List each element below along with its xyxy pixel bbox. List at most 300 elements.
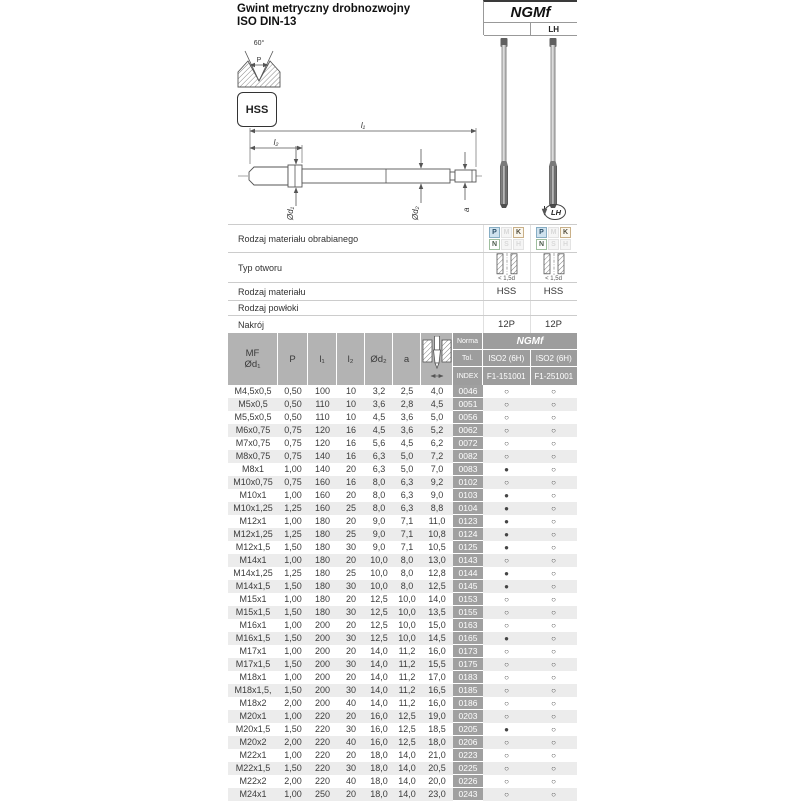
spec-section [228, 224, 577, 333]
availability-cell: ○ [551, 387, 556, 396]
size-cell: 16,0 [428, 698, 446, 708]
size-cell: 18,0 [428, 737, 446, 747]
size-cell: 9,0 [372, 542, 386, 552]
size-cell: M12x1,25 [233, 529, 273, 539]
index-code-cell: 0225 [453, 762, 483, 775]
size-cell: 250 [314, 789, 331, 799]
availability-cell: ○ [551, 712, 556, 721]
size-cell: 10,0 [398, 594, 416, 604]
size-cell: 1,25 [284, 503, 302, 513]
index-code-cell: 0072 [453, 437, 483, 450]
size-cell: 6,2 [430, 438, 444, 448]
size-cell: 5,0 [400, 464, 414, 474]
availability-cell: ○ [551, 790, 556, 799]
size-cell: 8,0 [372, 477, 386, 487]
size-cell: 16,0 [428, 646, 446, 656]
size-cell: 30 [345, 763, 356, 773]
size-cell: 6,3 [372, 451, 386, 461]
table-row [228, 567, 577, 580]
size-cell: 180 [314, 542, 331, 552]
availability-cell: ○ [551, 660, 556, 669]
size-cell: 14,0 [428, 594, 446, 604]
size-cell: 1,50 [284, 685, 302, 695]
size-cell: M5x0,5 [238, 399, 268, 409]
size-cell: 20,0 [428, 776, 446, 786]
size-cell: 4,5 [372, 412, 386, 422]
size-cell: 1,25 [284, 529, 302, 539]
size-cell: 160 [314, 503, 331, 513]
index-code-cell: 0056 [453, 411, 483, 424]
availability-cell: ○ [504, 426, 509, 435]
size-cell: 1,00 [284, 750, 302, 760]
size-cell: 20 [345, 620, 356, 630]
size-cell: 11,2 [398, 659, 416, 669]
availability-cell: ○ [504, 387, 509, 396]
table-row [228, 580, 577, 593]
availability-cell: ○ [504, 738, 509, 747]
tap-dimension-drawing [236, 116, 484, 228]
availability-cell: ○ [551, 426, 556, 435]
size-cell: 1,50 [284, 607, 302, 617]
page-title-line2: ISO DIN-13 [237, 16, 297, 28]
dim-l2-label: l₂ [273, 138, 279, 147]
availability-cell: ○ [551, 725, 556, 734]
availability-cell: ○ [504, 686, 509, 695]
availability-cell: ○ [551, 452, 556, 461]
table-row [228, 515, 577, 528]
availability-cell: ○ [551, 491, 556, 500]
size-cell: 220 [314, 737, 331, 747]
size-cell: 20 [345, 555, 356, 565]
size-cell: 9,0 [372, 529, 386, 539]
size-cell: M4,5x0,5 [234, 386, 272, 396]
size-cell: 20 [345, 594, 356, 604]
size-cell: 7,0 [430, 464, 444, 474]
size-cell: 1,50 [284, 659, 302, 669]
size-cell: 21,0 [428, 750, 446, 760]
size-cell: 5,6 [372, 438, 386, 448]
availability-cell: ● [504, 530, 509, 539]
hole-depth-note: < 1,5d [498, 276, 515, 282]
size-cell: 16,0 [370, 711, 388, 721]
size-cell: 8,0 [400, 568, 414, 578]
size-cell: 180 [314, 607, 331, 617]
size-cell: 20 [345, 711, 356, 721]
size-cell: 11,0 [428, 516, 446, 526]
dim-a-label: a [462, 207, 471, 212]
spec-value: 12P [545, 319, 562, 330]
size-cell: 0,75 [284, 477, 302, 487]
size-cell: 7,1 [400, 516, 414, 526]
table-row [228, 411, 577, 424]
norma-value: NGMf [483, 333, 577, 349]
size-cell: 140 [314, 464, 331, 474]
size-cell: 12,5 [370, 620, 388, 630]
size-cell: 200 [314, 633, 331, 643]
material-class-box: S [548, 239, 559, 250]
material-class-box: H [560, 239, 571, 250]
index-code-cell: 0183 [453, 671, 483, 684]
size-cell: 25 [345, 503, 356, 513]
col-header-d2: Ød₂ [365, 333, 393, 385]
size-cell: 12,8 [428, 568, 446, 578]
size-cell: 1,00 [284, 672, 302, 682]
availability-cell: ● [504, 491, 509, 500]
size-cell: 7,1 [400, 529, 414, 539]
index-code-cell: 0123 [453, 515, 483, 528]
size-cell: 160 [314, 490, 331, 500]
size-cell: 100 [314, 386, 331, 396]
spec-row-hole-type [228, 252, 577, 282]
availability-cell: ○ [504, 699, 509, 708]
size-cell: 11,2 [398, 672, 416, 682]
size-cell: 15,5 [428, 659, 446, 669]
size-cell: 14,0 [398, 789, 416, 799]
size-cell: 8,0 [400, 555, 414, 565]
size-cell: 4,5 [430, 399, 444, 409]
size-cell: 15,0 [428, 620, 446, 630]
size-cell: 4,0 [430, 386, 444, 396]
hole-depth-note: < 1,5d [545, 276, 562, 282]
size-cell: 20 [345, 464, 356, 474]
availability-cell: ○ [504, 660, 509, 669]
availability-cell: ○ [504, 400, 509, 409]
tolerance-value: ISO2 (6H) [531, 350, 578, 366]
availability-cell: ○ [551, 764, 556, 773]
size-cell: 14,0 [370, 659, 388, 669]
table-row [228, 788, 577, 801]
size-cell: 200 [314, 620, 331, 630]
availability-cell: ○ [504, 647, 509, 656]
size-cell: 6,3 [400, 490, 414, 500]
availability-cell: ○ [551, 582, 556, 591]
size-cell: 7,2 [430, 451, 444, 461]
index-value: F1-151001 [483, 367, 531, 385]
table-row [228, 723, 577, 736]
spec-value: HSS [543, 286, 564, 297]
size-cell: M17x1 [239, 646, 267, 656]
index-code-cell: 0185 [453, 684, 483, 697]
size-cell: 16,5 [428, 685, 446, 695]
size-cell: 12,5 [370, 607, 388, 617]
availability-cell: ○ [551, 504, 556, 513]
spec-value [530, 301, 577, 315]
size-cell: 6,3 [400, 477, 414, 487]
availability-cell: ○ [551, 686, 556, 695]
size-cell: 2,8 [400, 399, 414, 409]
material-class-box: S [501, 239, 512, 250]
size-cell: 0,75 [284, 438, 302, 448]
availability-cell: ● [504, 543, 509, 552]
table-row [228, 684, 577, 697]
material-class-box: M [501, 227, 512, 238]
availability-cell: ○ [504, 556, 509, 565]
size-cell: 40 [345, 776, 356, 786]
size-cell: 1,50 [284, 763, 302, 773]
size-cell: 18,0 [370, 750, 388, 760]
availability-cell: ○ [551, 400, 556, 409]
availability-cell: ○ [551, 634, 556, 643]
table-row [228, 710, 577, 723]
size-cell: 110 [315, 412, 330, 422]
size-cell: 30 [345, 659, 356, 669]
size-cell: 10,0 [398, 620, 416, 630]
size-cell: M7x0,75 [235, 438, 271, 448]
size-cell: M8x1 [241, 464, 264, 474]
availability-cell: ○ [551, 543, 556, 552]
size-cell: M16x1,5 [235, 633, 271, 643]
col-header-a: a [393, 333, 421, 385]
spec-row-coating [228, 300, 577, 315]
size-table-header [228, 333, 577, 385]
availability-cell: ○ [551, 413, 556, 422]
availability-cell: ○ [504, 777, 509, 786]
table-row [228, 619, 577, 632]
lh-rotation-icon [534, 203, 574, 221]
size-cell: M22x2 [239, 776, 267, 786]
table-row [228, 476, 577, 489]
size-cell: M15x1 [239, 594, 267, 604]
material-class-box: N [536, 239, 547, 250]
index-code-cell: 0153 [453, 593, 483, 606]
size-cell: 200 [314, 646, 331, 656]
size-cell: M14x1 [239, 555, 267, 565]
table-row [228, 736, 577, 749]
size-cell: 12,5 [370, 633, 388, 643]
size-cell: 6,3 [400, 503, 414, 513]
size-cell: M6x0,75 [235, 425, 271, 435]
size-cell: 16,0 [370, 724, 388, 734]
spec-label: Typ otworu [238, 262, 283, 273]
index-code-cell: 0243 [453, 788, 483, 801]
size-cell: 16 [345, 425, 356, 435]
index-code-cell: 0205 [453, 723, 483, 736]
size-cell: 200 [314, 659, 331, 669]
size-cell: 1,00 [284, 711, 302, 721]
size-cell: 20 [345, 490, 356, 500]
size-cell: 2,00 [284, 698, 302, 708]
size-cell: 13,5 [428, 607, 446, 617]
size-cell: 3,6 [400, 412, 414, 422]
norma-header-block [453, 333, 577, 385]
size-cell: M15x1,5 [235, 607, 271, 617]
material-class-grid [489, 227, 524, 250]
col-header-mf-top: MF [245, 348, 260, 359]
size-cell: 16 [345, 438, 356, 448]
size-cell: 14,0 [398, 763, 416, 773]
table-row [228, 385, 577, 398]
size-cell: 0,75 [284, 451, 302, 461]
size-cell: M14x1,25 [233, 568, 273, 578]
size-cell: 3,6 [372, 399, 386, 409]
material-class-box: H [513, 239, 524, 250]
tolerance-value: ISO2 (6H) [483, 350, 531, 366]
profile-angle-label: 60° [253, 40, 265, 47]
table-row [228, 450, 577, 463]
size-cell: 220 [314, 711, 331, 721]
size-cell: 6,3 [372, 464, 386, 474]
availability-cell: ○ [504, 751, 509, 760]
size-cell: 10,8 [428, 529, 446, 539]
size-cell: 30 [345, 581, 356, 591]
availability-cell: ○ [551, 530, 556, 539]
through-hole-icon [541, 253, 567, 275]
availability-cell: ● [504, 634, 509, 643]
index-code-cell: 0155 [453, 606, 483, 619]
size-cell: 11,2 [398, 698, 416, 708]
size-cell: 160 [314, 477, 331, 487]
size-cell: 220 [314, 763, 331, 773]
tap-photo-left-hand [541, 38, 565, 208]
table-row [228, 593, 577, 606]
size-cell: 180 [314, 594, 331, 604]
size-cell: 14,5 [428, 633, 446, 643]
size-cell: 20 [345, 646, 356, 656]
material-class-grid [536, 227, 571, 250]
col-header-drill-icon [421, 333, 453, 385]
index-code-cell: 0062 [453, 424, 483, 437]
size-cell: 20 [345, 789, 356, 799]
index-code-cell: 0083 [453, 463, 483, 476]
size-cell: 1,25 [284, 568, 302, 578]
size-cell: 16 [345, 451, 356, 461]
size-cell: M10x1 [239, 490, 267, 500]
size-cell: 11,2 [398, 685, 416, 695]
size-cell: M20x1,5 [235, 724, 271, 734]
availability-cell: ○ [551, 673, 556, 682]
size-cell: 18,0 [370, 789, 388, 799]
size-cell: M10x0,75 [233, 477, 273, 487]
spec-label: Rodzaj materiału obrabianego [238, 233, 359, 244]
hss-badge: HSS [237, 92, 277, 127]
col-header-l1: l₁ [308, 333, 337, 385]
size-cell: M14x1,5 [235, 581, 271, 591]
size-cell: 25 [345, 568, 356, 578]
availability-cell: ● [504, 725, 509, 734]
size-table-body [228, 385, 577, 801]
size-cell: 14,0 [370, 646, 388, 656]
size-cell: M12x1,5 [235, 542, 271, 552]
size-cell: 17,0 [428, 672, 446, 682]
size-cell: 200 [314, 672, 331, 682]
table-row [228, 775, 577, 788]
availability-cell: ● [504, 517, 509, 526]
size-cell: 1,00 [284, 594, 302, 604]
size-cell: 0,50 [284, 412, 302, 422]
size-cell: 9,2 [430, 477, 444, 487]
size-cell: 10,0 [370, 568, 388, 578]
size-cell: 10,0 [398, 633, 416, 643]
size-cell: 12,5 [398, 711, 416, 721]
size-cell: 1,50 [284, 581, 302, 591]
size-cell: 16,0 [370, 737, 388, 747]
size-cell: 1,50 [284, 633, 302, 643]
material-class-box: K [513, 227, 524, 238]
lh-column-label: LH [548, 24, 560, 34]
availability-cell: ○ [551, 777, 556, 786]
size-cell: 200 [314, 698, 331, 708]
size-cell: 10,5 [428, 542, 446, 552]
availability-cell: ○ [504, 764, 509, 773]
index-code-cell: 0082 [453, 450, 483, 463]
size-cell: 8,0 [372, 490, 386, 500]
size-cell: 5,2 [430, 425, 444, 435]
availability-cell: ● [504, 569, 509, 578]
size-cell: 14,0 [398, 750, 416, 760]
dim-l1-label: l₁ [360, 121, 366, 130]
table-row [228, 606, 577, 619]
index-code-cell: 0124 [453, 528, 483, 541]
size-cell: 16 [345, 477, 356, 487]
table-row [228, 489, 577, 502]
lh-badge-label: LH [551, 207, 561, 217]
size-cell: 0,75 [284, 425, 302, 435]
size-cell: 20 [345, 750, 356, 760]
size-cell: M24x1 [239, 789, 267, 799]
size-cell: M18x1,5, [234, 685, 272, 695]
size-cell: 2,00 [284, 776, 302, 786]
size-cell: 10 [345, 399, 356, 409]
size-cell: 8,0 [372, 503, 386, 513]
table-row [228, 645, 577, 658]
size-cell: 220 [314, 724, 331, 734]
product-header-box [483, 0, 577, 35]
size-cell: 0,50 [284, 399, 302, 409]
size-cell: 20,5 [428, 763, 446, 773]
table-row [228, 632, 577, 645]
availability-cell: ○ [504, 413, 509, 422]
availability-cell: ○ [504, 790, 509, 799]
material-class-box: K [560, 227, 571, 238]
size-cell: M18x1 [239, 672, 267, 682]
page-title [237, 3, 410, 29]
table-row [228, 658, 577, 671]
size-cell: 180 [314, 555, 331, 565]
table-row [228, 697, 577, 710]
index-code-cell: 0125 [453, 541, 483, 554]
col-header-mf-bottom: Ød₁ [244, 359, 261, 370]
size-cell: 200 [314, 685, 331, 695]
spec-label: Rodzaj materiału [238, 286, 306, 297]
size-cell: 18,0 [370, 776, 388, 786]
material-class-box: M [548, 227, 559, 238]
size-cell: 1,00 [284, 490, 302, 500]
index-code-cell: 0226 [453, 775, 483, 788]
size-cell: 1,50 [284, 542, 302, 552]
tap-in-hole-icon [422, 336, 452, 382]
size-cell: 220 [314, 776, 331, 786]
availability-cell: ○ [504, 439, 509, 448]
size-cell: M18x2 [239, 698, 267, 708]
size-cell: 2,00 [284, 737, 302, 747]
size-cell: 120 [314, 438, 331, 448]
table-row [228, 502, 577, 515]
table-row [228, 554, 577, 567]
size-cell: 12,5 [428, 581, 446, 591]
size-cell: 1,00 [284, 555, 302, 565]
page-title-line1: Gwint metryczny drobnozwojny [237, 3, 411, 15]
index-code-cell: 0103 [453, 489, 483, 502]
size-cell: 7,1 [400, 542, 414, 552]
size-cell: M17x1,5 [235, 659, 271, 669]
index-code-cell: 0102 [453, 476, 483, 489]
size-cell: 11,2 [398, 646, 416, 656]
index-code-cell: 0223 [453, 749, 483, 762]
material-class-box: N [489, 239, 500, 250]
availability-cell: ○ [551, 647, 556, 656]
index-code-cell: 0186 [453, 697, 483, 710]
size-cell: M20x1 [239, 711, 267, 721]
